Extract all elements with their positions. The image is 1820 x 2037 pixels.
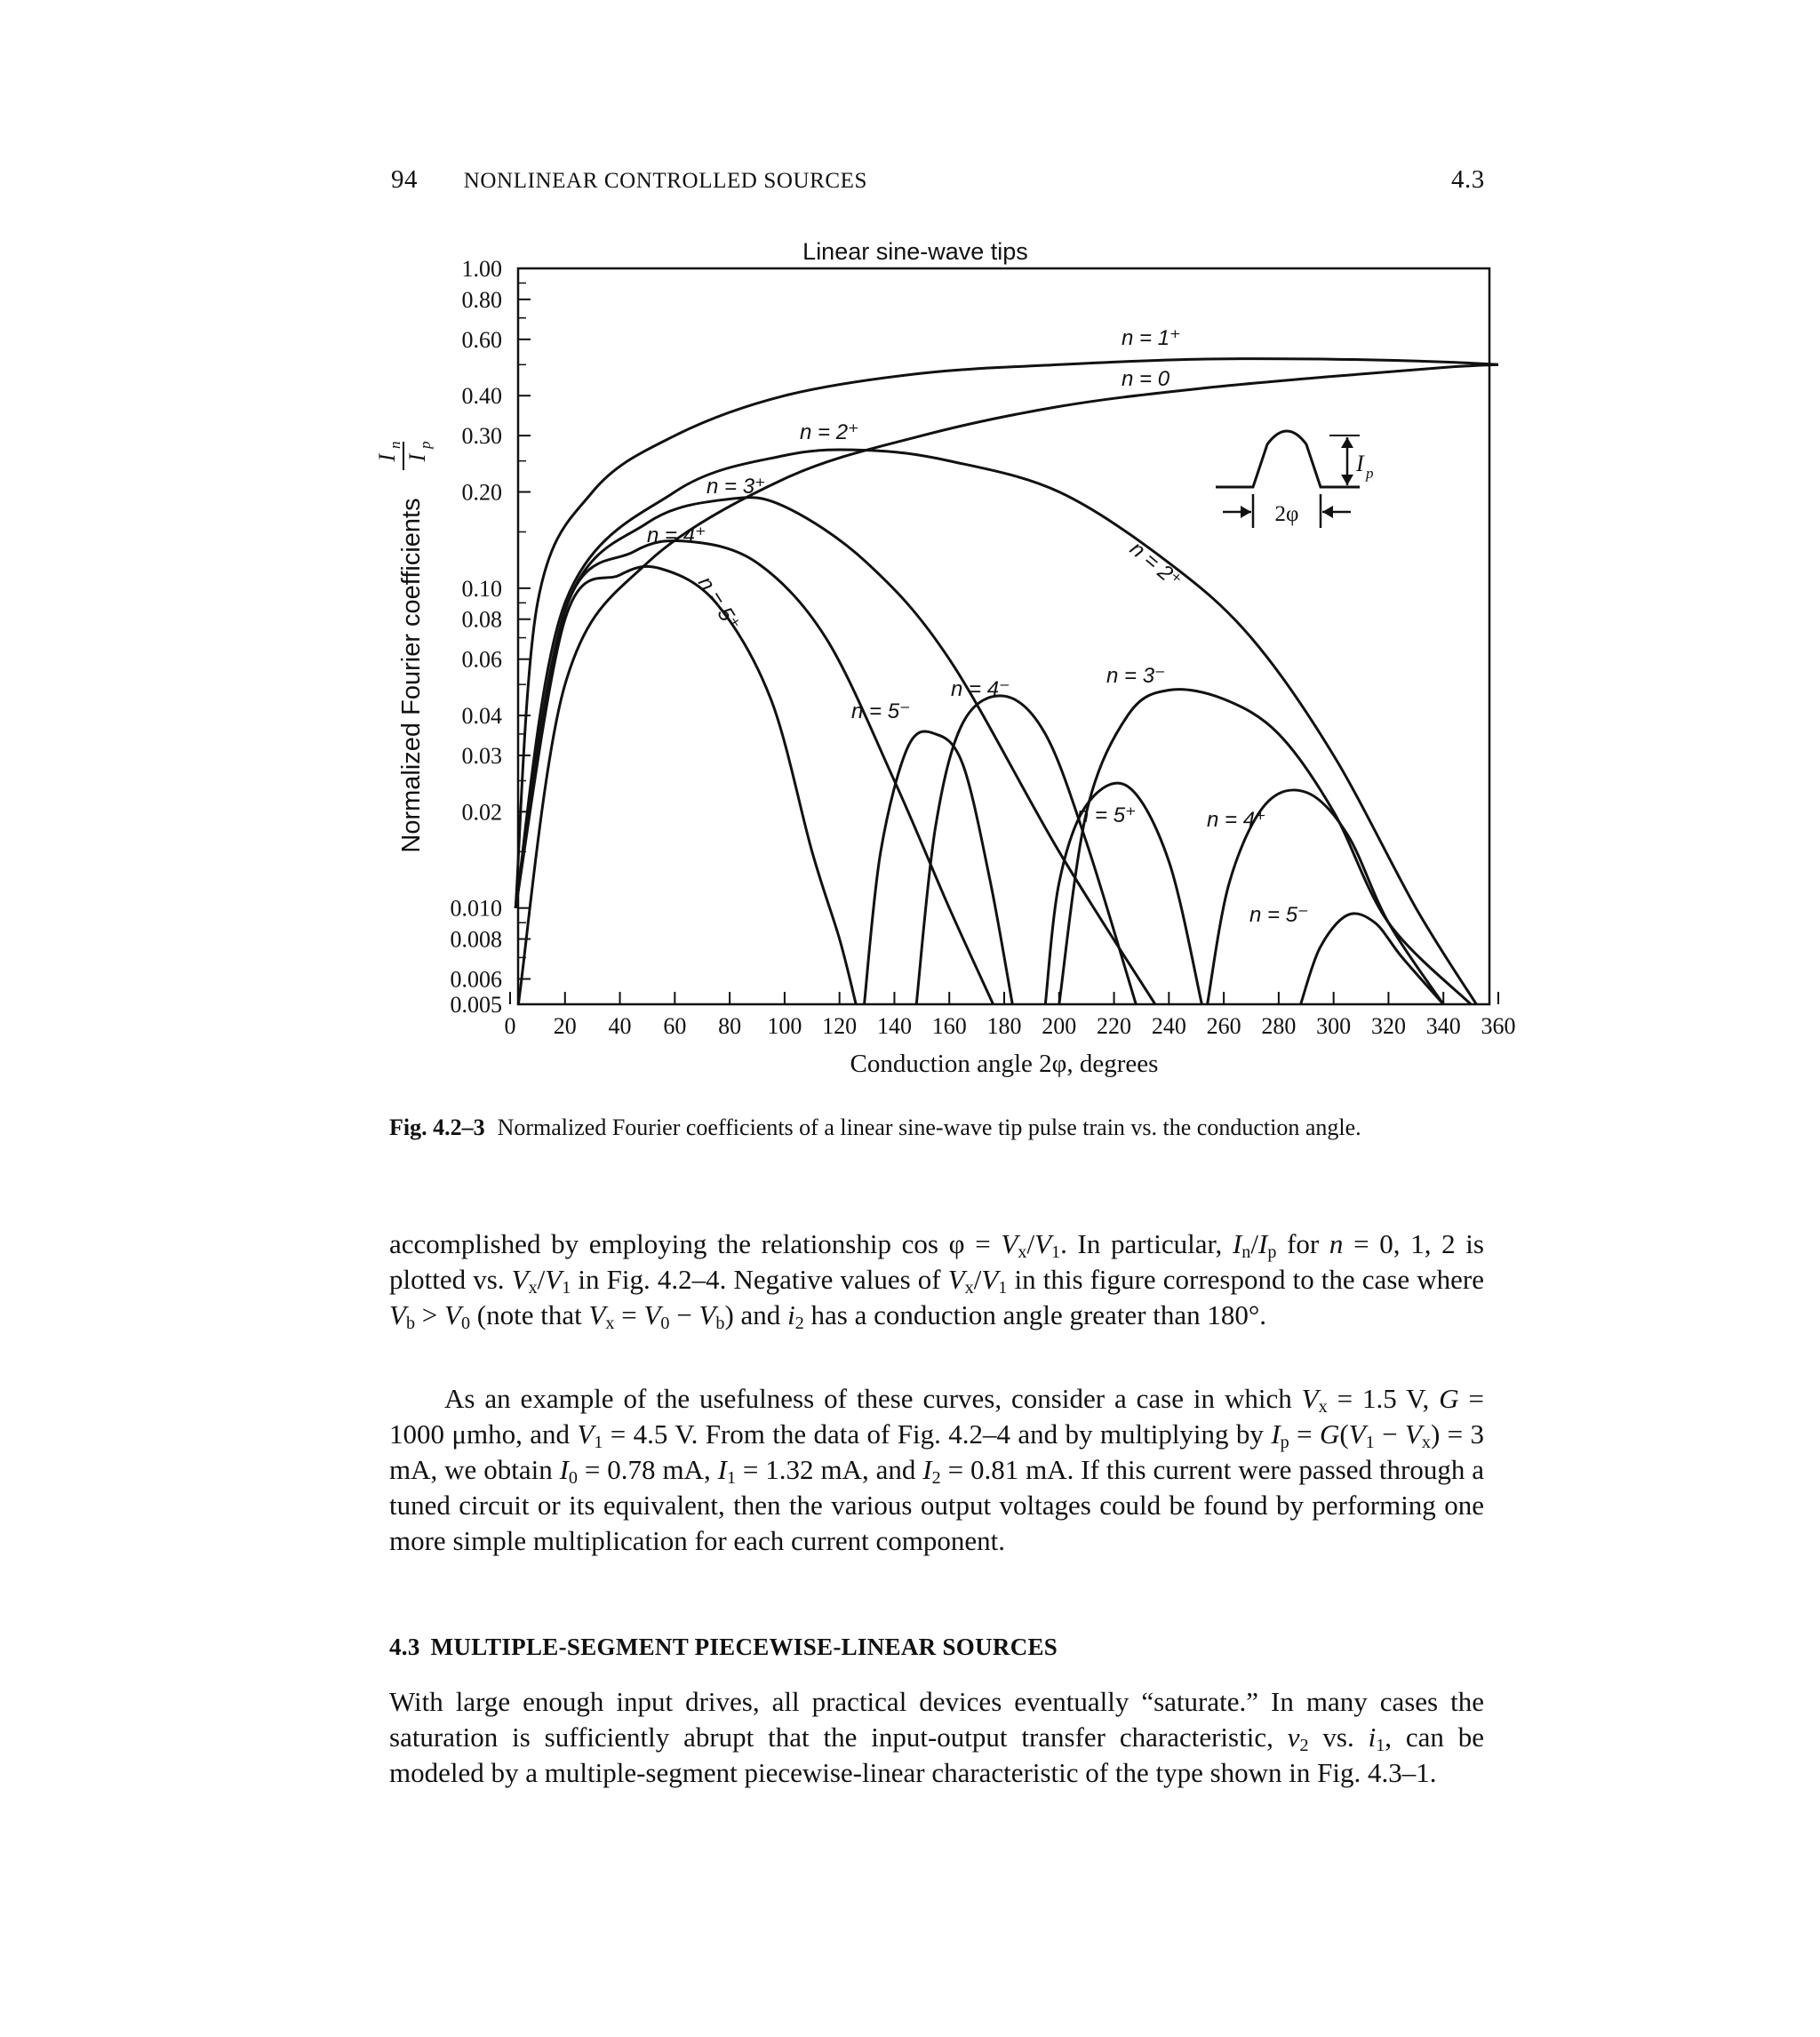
y-tick-label: 0.40 bbox=[461, 383, 502, 410]
math-subscript: p bbox=[1280, 1433, 1289, 1453]
y-tick-label: 1.00 bbox=[461, 256, 502, 282]
curve-label: n = 4⁺ bbox=[647, 523, 706, 547]
text-run: vs. bbox=[1308, 1721, 1369, 1753]
math-variable: V bbox=[389, 1299, 406, 1330]
x-tick-label: 220 bbox=[1097, 1013, 1132, 1039]
text-run: ) and bbox=[724, 1299, 788, 1330]
math-subscript: 1 bbox=[726, 1468, 737, 1489]
text-run: = 0.78 mA, bbox=[578, 1454, 718, 1485]
math-variable: n bbox=[1329, 1228, 1344, 1259]
text-run: . In particular, bbox=[1060, 1228, 1233, 1259]
pulse-height-label: I bbox=[1356, 451, 1364, 476]
x-tick-label: 120 bbox=[822, 1013, 858, 1039]
math-variable: V bbox=[981, 1264, 999, 1295]
math-variable: I bbox=[717, 1454, 727, 1485]
math-variable: V bbox=[947, 1264, 965, 1295]
y-tick-label: 0.02 bbox=[461, 799, 502, 826]
math-subscript: b bbox=[405, 1314, 416, 1334]
math-variable: V bbox=[698, 1299, 716, 1330]
y-tick-label: 0.08 bbox=[461, 606, 502, 633]
curve-series-0 bbox=[515, 359, 1498, 908]
text-run: / bbox=[973, 1264, 982, 1295]
paragraph-1 bbox=[389, 1226, 1484, 1333]
y-tick-label: 0.03 bbox=[461, 742, 502, 769]
curve-label: n = 2⁺ bbox=[800, 420, 859, 444]
curve-series-6 bbox=[865, 731, 1013, 1004]
math-subscript: 1 bbox=[1051, 1242, 1061, 1263]
y-tick-label: 0.008 bbox=[450, 926, 502, 953]
math-subscript: x bbox=[1318, 1397, 1328, 1418]
math-subscript: 2 bbox=[794, 1314, 804, 1334]
math-variable: G bbox=[1439, 1383, 1459, 1414]
y-tick-label: 0.30 bbox=[461, 423, 502, 450]
chart-labels bbox=[374, 238, 1309, 1078]
text-run: = 0.81 mA. If this current were passed through a tuned circuit or its equivalent, then the various output voltages could be found by performing one more simple multiplication for each current component. bbox=[389, 1454, 1484, 1556]
fraction-numerator-sub: n bbox=[387, 441, 403, 449]
text-run: in Fig. 4.2–4. Negative values of bbox=[571, 1264, 948, 1295]
math-subscript: p bbox=[1267, 1242, 1277, 1263]
x-tick-label: 80 bbox=[718, 1013, 742, 1039]
fraction-denominator-sub: p bbox=[417, 441, 434, 449]
curve-series-5 bbox=[515, 566, 856, 1004]
pulse-shape bbox=[1216, 431, 1360, 487]
text-run: − bbox=[669, 1299, 699, 1330]
math-subscript: 0 bbox=[460, 1314, 471, 1334]
figure-caption bbox=[389, 1113, 1482, 1143]
text-run: / bbox=[537, 1264, 546, 1295]
curve-label: n = 5⁺ bbox=[1077, 803, 1137, 827]
math-variable: V bbox=[577, 1418, 595, 1450]
curve-label: n = 5⁻ bbox=[1249, 903, 1309, 927]
section-title: MULTIPLE-SEGMENT PIECEWISE-LINEAR SOURCES bbox=[430, 1634, 1058, 1660]
math-variable: V bbox=[1348, 1418, 1366, 1450]
math-subscript: x bbox=[964, 1278, 974, 1298]
math-variable: G bbox=[1319, 1418, 1340, 1450]
text-run: ) = 3 mA, we obtain bbox=[389, 1418, 1485, 1485]
x-tick-label: 280 bbox=[1261, 1013, 1297, 1039]
running-title: NONLINEAR CONTROLLED SOURCES bbox=[463, 169, 868, 193]
math-subscript: 1 bbox=[594, 1433, 603, 1453]
x-tick-label: 60 bbox=[663, 1013, 687, 1039]
math-variable: V bbox=[1301, 1383, 1319, 1414]
math-subscript: x bbox=[528, 1278, 538, 1298]
fraction-denominator: I bbox=[404, 453, 430, 462]
math-subscript: 1 bbox=[1365, 1433, 1375, 1453]
curve-series-4 bbox=[515, 540, 993, 1004]
y-tick-label: 0.20 bbox=[461, 479, 502, 506]
math-variable: i bbox=[1368, 1721, 1377, 1753]
curve-label: n = 3⁺ bbox=[706, 475, 766, 499]
math-variable: I bbox=[1232, 1228, 1242, 1259]
math-subscript: 2 bbox=[1299, 1736, 1309, 1756]
math-variable: V bbox=[643, 1299, 661, 1330]
math-subscript: 1 bbox=[1376, 1736, 1385, 1756]
text-run: = bbox=[614, 1299, 644, 1330]
paragraph-3 bbox=[389, 1684, 1484, 1791]
curve-label: n = 5⁺ bbox=[692, 571, 746, 635]
text-run: With large enough input drives, all practical devices eventually “saturate.” In many cases the saturation is sufficiently abrupt that the input-output transfer characteristic, bbox=[389, 1686, 1484, 1753]
figure-caption-text: Normalized Fourier coefficients of a linear sine-wave tip pulse train vs. the conduction angle. bbox=[497, 1114, 1361, 1140]
y-tick-label: 0.04 bbox=[461, 703, 502, 730]
x-tick-label: 260 bbox=[1206, 1013, 1241, 1039]
x-tick-label: 240 bbox=[1151, 1013, 1186, 1039]
math-subscript: 0 bbox=[568, 1468, 578, 1489]
x-tick-label: 200 bbox=[1042, 1013, 1077, 1039]
text-run: for bbox=[1276, 1228, 1329, 1259]
curve-label: n = 1⁺ bbox=[1122, 326, 1181, 350]
section-marker: 4.3 bbox=[1451, 165, 1485, 194]
y-tick-label: 0.005 bbox=[450, 992, 502, 1018]
curve-label: n = 4⁺ bbox=[1207, 808, 1266, 832]
text-run: = 1.5 V, bbox=[1327, 1383, 1440, 1414]
pulse-width-label: 2φ bbox=[1274, 502, 1299, 526]
math-subscript: b bbox=[715, 1314, 725, 1334]
text-run: = 1.32 mA, and bbox=[736, 1454, 923, 1485]
math-variable: V bbox=[1404, 1418, 1422, 1450]
y-tick-label: 0.010 bbox=[450, 895, 502, 922]
x-tick-label: 20 bbox=[553, 1013, 577, 1039]
fraction-numerator: I bbox=[374, 453, 400, 462]
math-variable: I bbox=[1271, 1418, 1281, 1450]
section-number: 4.3 bbox=[389, 1634, 420, 1660]
text-run: ( bbox=[1339, 1418, 1349, 1450]
plot-frame bbox=[518, 268, 1489, 1004]
text-run: = 4.5 V. From the data of Fig. 4.2–4 and by multiplying by bbox=[603, 1418, 1272, 1450]
math-variable: I bbox=[922, 1454, 932, 1485]
math-variable: v bbox=[1287, 1721, 1300, 1753]
text-run: has a conduction angle greater than 180°. bbox=[803, 1299, 1267, 1330]
y-tick-label: 0.60 bbox=[461, 326, 502, 353]
math-subscript: 0 bbox=[660, 1314, 670, 1334]
x-tick-label: 160 bbox=[931, 1013, 967, 1039]
chart-title: Linear sine-wave tips bbox=[802, 238, 1028, 265]
math-subscript: 1 bbox=[998, 1278, 1008, 1298]
x-tick-label: 340 bbox=[1425, 1013, 1461, 1039]
math-variable: V bbox=[588, 1299, 606, 1330]
curve-label: n = 5⁻ bbox=[851, 699, 911, 723]
math-variable: V bbox=[1034, 1228, 1051, 1259]
math-variable: i bbox=[787, 1299, 795, 1330]
y-tick-label: 0.10 bbox=[461, 575, 502, 602]
math-variable: V bbox=[545, 1264, 563, 1295]
text-run: > bbox=[415, 1299, 444, 1330]
curve-label: n = 0 bbox=[1122, 367, 1170, 391]
y-tick-label: 0.80 bbox=[461, 286, 502, 313]
curve-label: n = 4⁻ bbox=[951, 677, 1010, 701]
y-tick-label: 0.06 bbox=[461, 646, 502, 673]
y-axis-label: Normalized Fourier coefficients bbox=[397, 498, 426, 853]
y-tick-label: 0.006 bbox=[450, 966, 502, 993]
text-run: / bbox=[1250, 1228, 1258, 1259]
math-variable: V bbox=[1001, 1228, 1018, 1259]
pulse-inset bbox=[1216, 431, 1374, 528]
x-tick-label: 300 bbox=[1316, 1013, 1352, 1039]
math-subscript: x bbox=[1421, 1433, 1431, 1453]
text-run: (note that bbox=[470, 1299, 589, 1330]
math-variable: V bbox=[511, 1264, 529, 1295]
math-subscript: x bbox=[1018, 1242, 1027, 1263]
text-run: = bbox=[1289, 1418, 1320, 1450]
math-variable: V bbox=[444, 1299, 461, 1330]
curve-label: n = 3⁻ bbox=[1106, 664, 1166, 688]
x-tick-label: 140 bbox=[876, 1013, 912, 1039]
pulse-height-sub: p bbox=[1366, 465, 1374, 482]
text-run: accomplished by employing the relationship cos φ = bbox=[389, 1228, 1002, 1259]
x-axis-label: Conduction angle 2φ, degrees bbox=[850, 1050, 1159, 1078]
text-run: − bbox=[1374, 1418, 1405, 1450]
figure-caption-label: Fig. 4.2–3 bbox=[389, 1114, 485, 1140]
x-tick-label: 40 bbox=[608, 1013, 632, 1039]
math-subscript: n bbox=[1241, 1242, 1251, 1263]
x-tick-label: 0 bbox=[504, 1013, 516, 1039]
math-subscript: 1 bbox=[562, 1278, 571, 1298]
math-variable: I bbox=[1258, 1228, 1268, 1259]
x-tick-label: 100 bbox=[767, 1013, 802, 1039]
x-tick-label: 180 bbox=[986, 1013, 1022, 1039]
math-subscript: 2 bbox=[931, 1468, 941, 1489]
page-number: 94 bbox=[391, 165, 418, 194]
paragraph-2 bbox=[389, 1381, 1484, 1559]
math-variable: I bbox=[559, 1454, 569, 1485]
text-run: / bbox=[1026, 1228, 1035, 1259]
curve-label-n2-descending: n = 2⁺ bbox=[1125, 536, 1186, 594]
y-axis-fraction bbox=[374, 442, 434, 471]
text-run: , can be modeled by a multiple-segment piecewise-linear characteristic of the type shown in Fig. 4.3–1. bbox=[389, 1721, 1485, 1788]
x-tick-label: 320 bbox=[1370, 1013, 1406, 1039]
text-run: As an example of the usefulness of these curves, consider a case in which bbox=[444, 1383, 1302, 1414]
text-run: = 1000 μmho, and bbox=[389, 1383, 1484, 1450]
text-run: = 0, 1, 2 is plotted vs. bbox=[389, 1228, 1484, 1295]
math-subscript: x bbox=[605, 1314, 615, 1334]
x-tick-label: 360 bbox=[1481, 1013, 1516, 1039]
section-heading bbox=[389, 1634, 1058, 1661]
text-run: in this figure correspond to the case where bbox=[1007, 1264, 1484, 1295]
